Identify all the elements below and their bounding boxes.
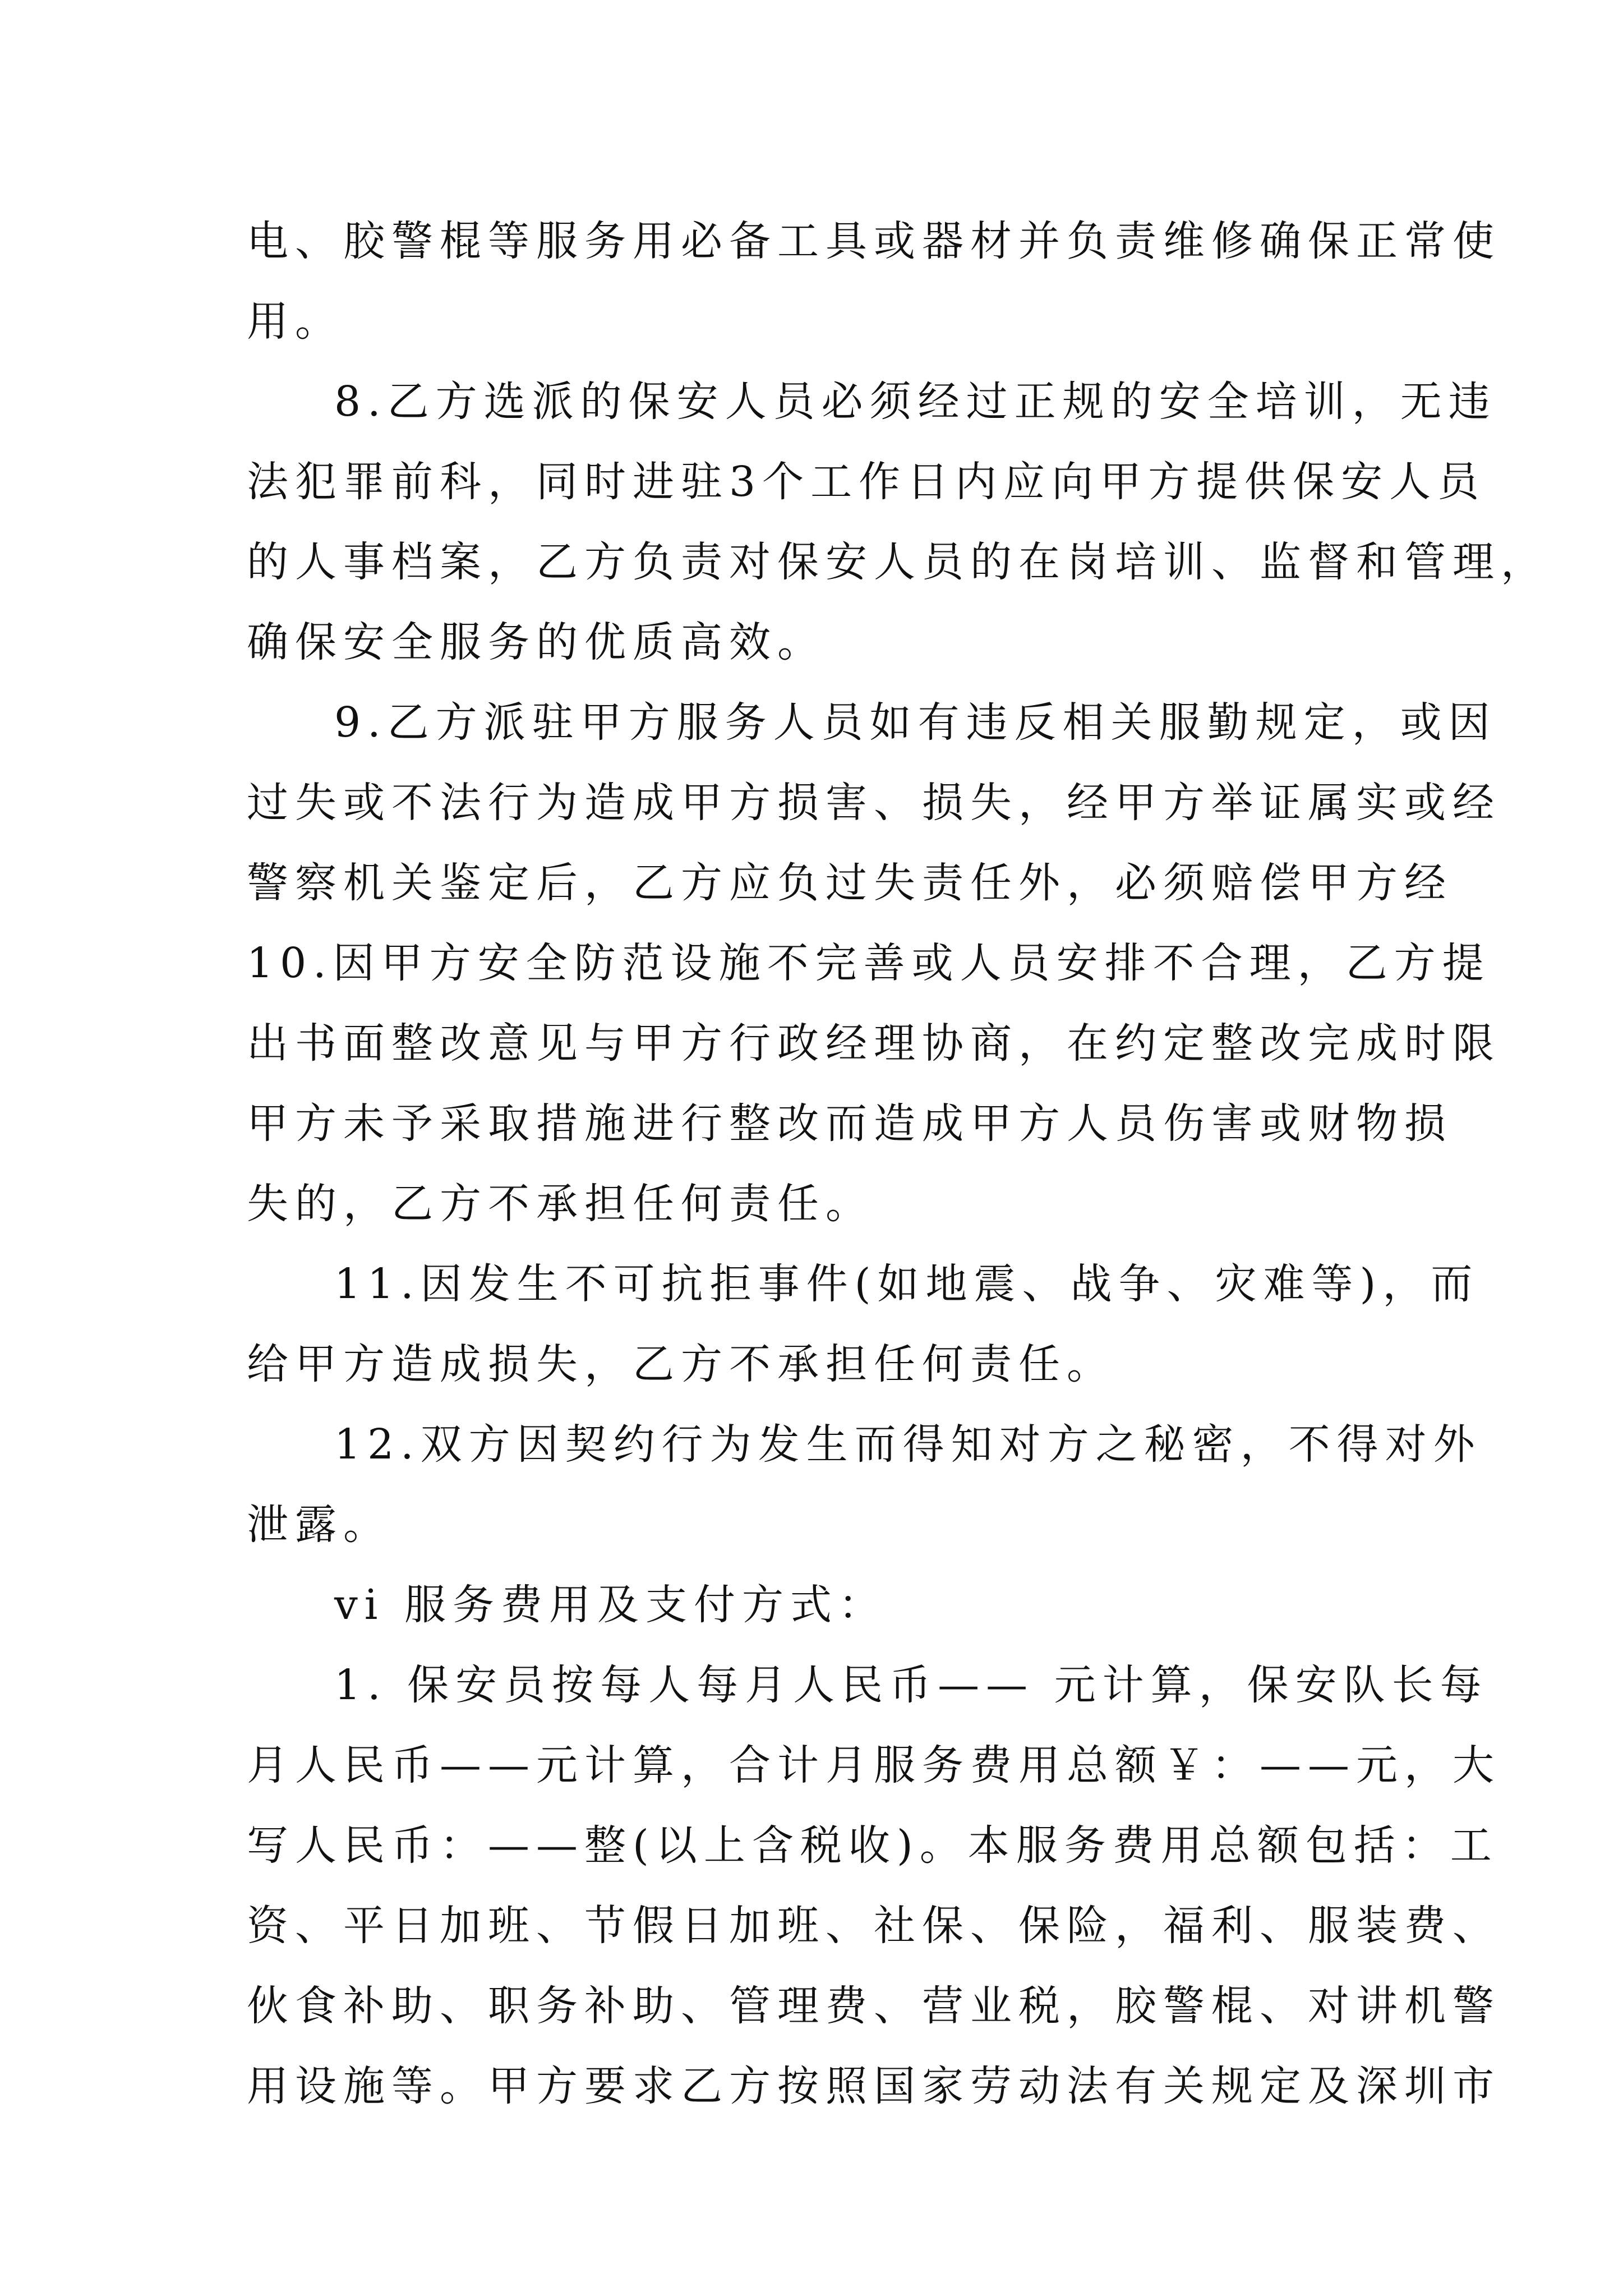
text-line-20: 月人民币——元计算，合计月服务费用总额￥：——元，大 [247,1741,1501,1789]
section-heading-vi: vi 服务费用及支付方式： [334,1581,887,1629]
text-line-15: 给甲方造成损失，乙方不承担任何责任。 [247,1340,1115,1388]
text-line-6: 确保安全服务的优质高效。 [247,618,826,666]
text-line-2: 用。 [247,297,343,346]
text-line-17: 泄露。 [247,1501,391,1549]
paragraph-item-9: 9.乙方派驻甲方服务人员如有违反相关服勤规定，或因 [334,698,1497,747]
text-line-12: 甲方未予采取措施进行整改而造成甲方人员伤害或财物损 [247,1099,1453,1148]
paragraph-item-12: 12.双方因契约行为发生而得知对方之秘密，不得对外 [334,1420,1482,1469]
paragraph-item-11: 11.因发生不可抗拒事件(如地震、战争、灾难等)，而 [334,1260,1479,1308]
text-line-4: 法犯罪前科，同时进驻3个工作日内应向甲方提供保安人员 [247,458,1486,506]
paragraph-item-8: 8.乙方选派的保安人员必须经过正规的安全培训，无违 [334,378,1497,426]
text-line-22: 资、平日加班、节假日加班、社保、保险，福利、服装费、 [247,1902,1501,1950]
text-line-24: 用设施等。甲方要求乙方按照国家劳动法有关规定及深圳市 [247,2062,1501,2110]
text-line-8: 过失或不法行为造成甲方损害、损失，经甲方举证属实或经 [247,779,1501,827]
text-line-21: 写人民币：——整(以上含税收)。本服务费用总额包括：工 [247,1821,1498,1870]
text-line-1: 电、胶警棍等服务用必备工具或器材并负责维修确保正常使 [247,217,1501,265]
text-line-13: 失的，乙方不承担任何责任。 [247,1180,874,1228]
text-line-23: 伙食补助、职务补助、管理费、营业税，胶警棍、对讲机警 [247,1982,1501,2030]
paragraph-item-10: 10.因甲方安全防范设施不完善或人员安排不合理，乙方提 [247,939,1491,987]
text-line-11: 出书面整改意见与甲方行政经理协商，在约定整改完成时限 [247,1019,1501,1068]
text-line-5: 的人事档案，乙方负责对保安人员的在岗培训、监督和管理， [247,538,1549,586]
text-line-9: 警察机关鉴定后，乙方应负过失责任外，必须赔偿甲方经 [247,859,1453,907]
paragraph-item-1: 1. 保安员按每人每月人民币—— 元计算，保安队长每 [334,1661,1488,1709]
